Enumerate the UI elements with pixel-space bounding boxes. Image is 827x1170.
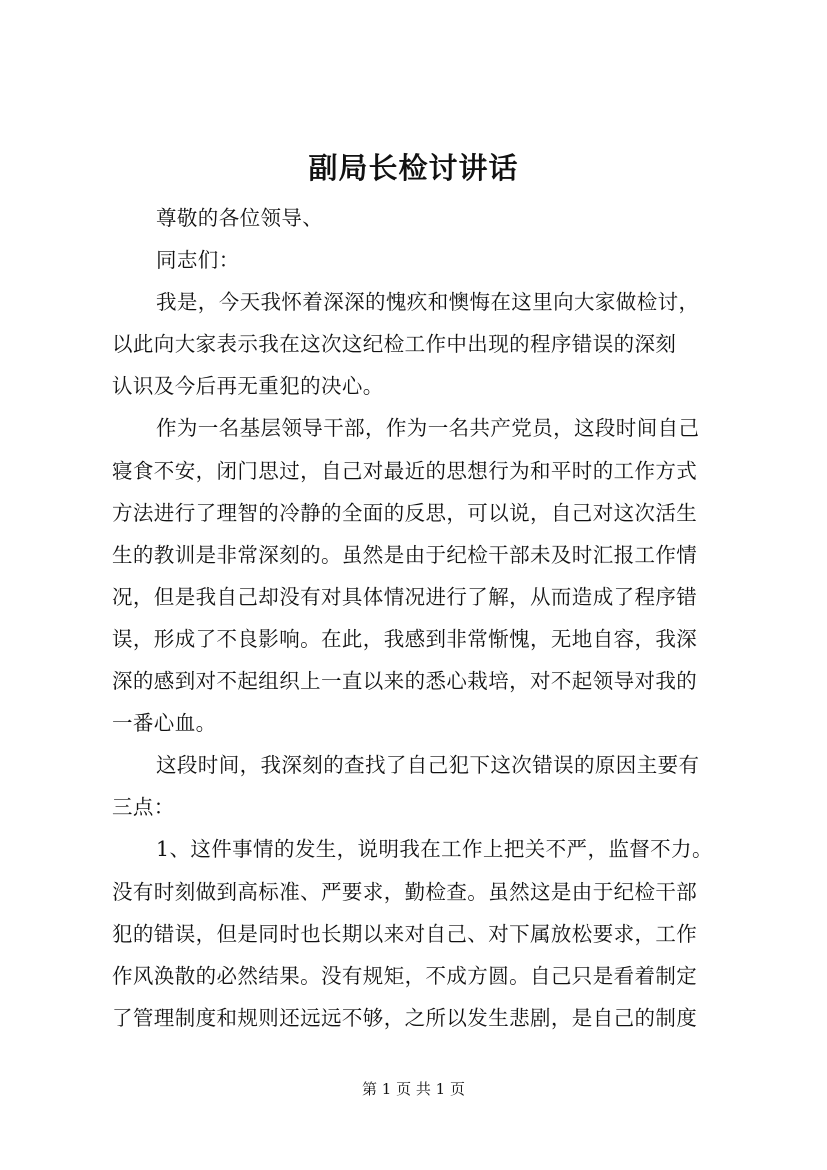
body-line: 犯的错误，但是同时也长期以来对自己、对下属放松要求，工作 bbox=[112, 921, 698, 946]
document-body bbox=[112, 197, 728, 1039]
body-line: 寝食不安，闭门思过，自己对最近的思想行为和平时的工作方式 bbox=[112, 458, 698, 483]
body-line: 作为一名基层领导干部，作为一名共产党员，这段时间自己 bbox=[156, 416, 700, 441]
body-line: 作风涣散的必然结果。没有规矩，不成方圆。自己只是看着制定 bbox=[112, 963, 698, 988]
page-footer: 第 1 页 共 1 页 bbox=[362, 1080, 465, 1098]
body-line: 三点： bbox=[112, 795, 175, 820]
body-line: 生的教训是非常深刻的。虽然是由于纪检干部未及时汇报工作情 bbox=[112, 542, 698, 567]
body-line: 没有时刻做到高标准、严要求，勤检查。虽然这是由于纪检干部 bbox=[112, 879, 698, 904]
body-line: 误，形成了不良影响。在此，我感到非常惭愧，无地自容，我深 bbox=[112, 626, 698, 651]
body-line: 一番心血。 bbox=[112, 711, 217, 736]
body-line: 况，但是我自己却没有对具体情况进行了解，从而造成了程序错 bbox=[112, 584, 698, 609]
body-line: 我是，今天我怀着深深的愧疚和懊悔在这里向大家做检讨， bbox=[156, 290, 700, 315]
body-line: 1、这件事情的发生，说明我在工作上把关不严，监督不力。 bbox=[156, 837, 713, 862]
body-line: 尊敬的各位领导、 bbox=[156, 206, 324, 230]
body-line: 了管理制度和规则还远远不够，之所以发生悲剧，是自己的制度 bbox=[112, 1005, 698, 1030]
body-line: 深的感到对不起组织上一直以来的悉心栽培，对不起领导对我的 bbox=[112, 669, 698, 694]
body-line: 这段时间，我深刻的查找了自己犯下这次错误的原因主要有 bbox=[156, 753, 700, 778]
body-line: 方法进行了理智的冷静的全面的反思，可以说，自己对这次活生 bbox=[112, 500, 698, 525]
body-line: 同志们： bbox=[156, 248, 240, 273]
document-title: 副局长检讨讲话 bbox=[308, 151, 519, 185]
body-line: 认识及今后再无重犯的决心。 bbox=[112, 374, 384, 399]
body-line: 以此向大家表示我在这次这纪检工作中出现的程序错误的深刻 bbox=[112, 332, 677, 357]
